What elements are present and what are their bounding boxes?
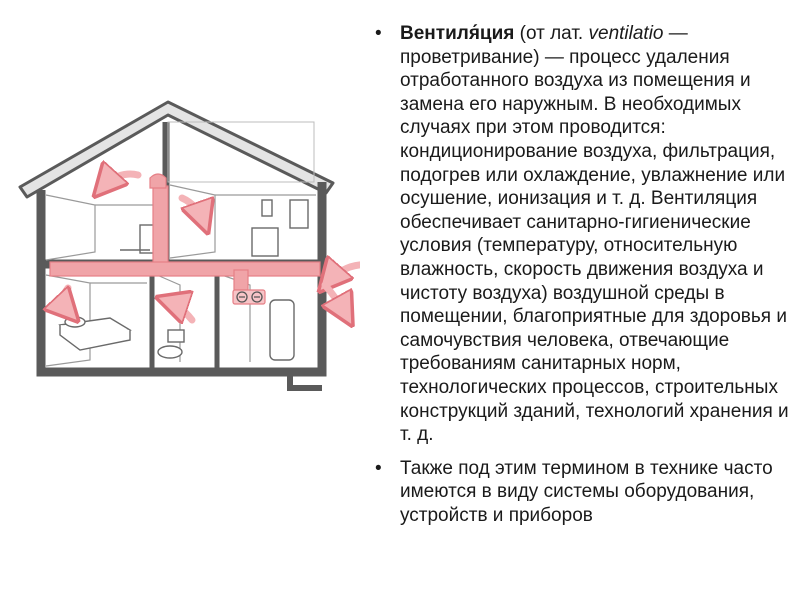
latin-term: ventilatio [588, 23, 664, 44]
bullet-icon: • [375, 457, 382, 479]
bathroom-fixture [120, 225, 154, 253]
paragraph-body: — проветривание) — процесс удаления отработанного воздуха из помещения и замена его наружным. В необходимых случаях при этом проводится: кондиционирование воздуха, фильтрация, подогрев или охлаждение, увлажнение или осушение, ионизация и т. д. Вентиляция обеспечивает санитарно-гигиенические условия (температуру, относительную влажность, скорость движения воздуха и чистоту воздуха) воздушной среды в помещении, благоприятные для здоровья и самочувствия человека, отвечающие требованиям санитарных норм, технологических процессов, строительных конструкций зданий, технологий хранения и т. д. [400, 23, 789, 446]
bullet-list [372, 22, 794, 527]
house-roof [20, 102, 333, 197]
airflow-arrows [64, 174, 360, 320]
bullet-icon: • [375, 23, 382, 44]
bathroom-sink [252, 200, 308, 256]
term-heading: Вентиля́ция [400, 23, 515, 44]
article-text [372, 22, 794, 527]
list-item [372, 22, 794, 447]
list-item [372, 457, 794, 528]
house-ventilation-diagram [0, 0, 360, 600]
paragraph-intro: (от лат. [514, 23, 589, 44]
boiler [270, 300, 294, 360]
bedroom-bed [60, 317, 130, 350]
paragraph-second: Также под этим термином в технике часто имеются в виду системы оборудования, устройств и приборов [400, 457, 773, 526]
